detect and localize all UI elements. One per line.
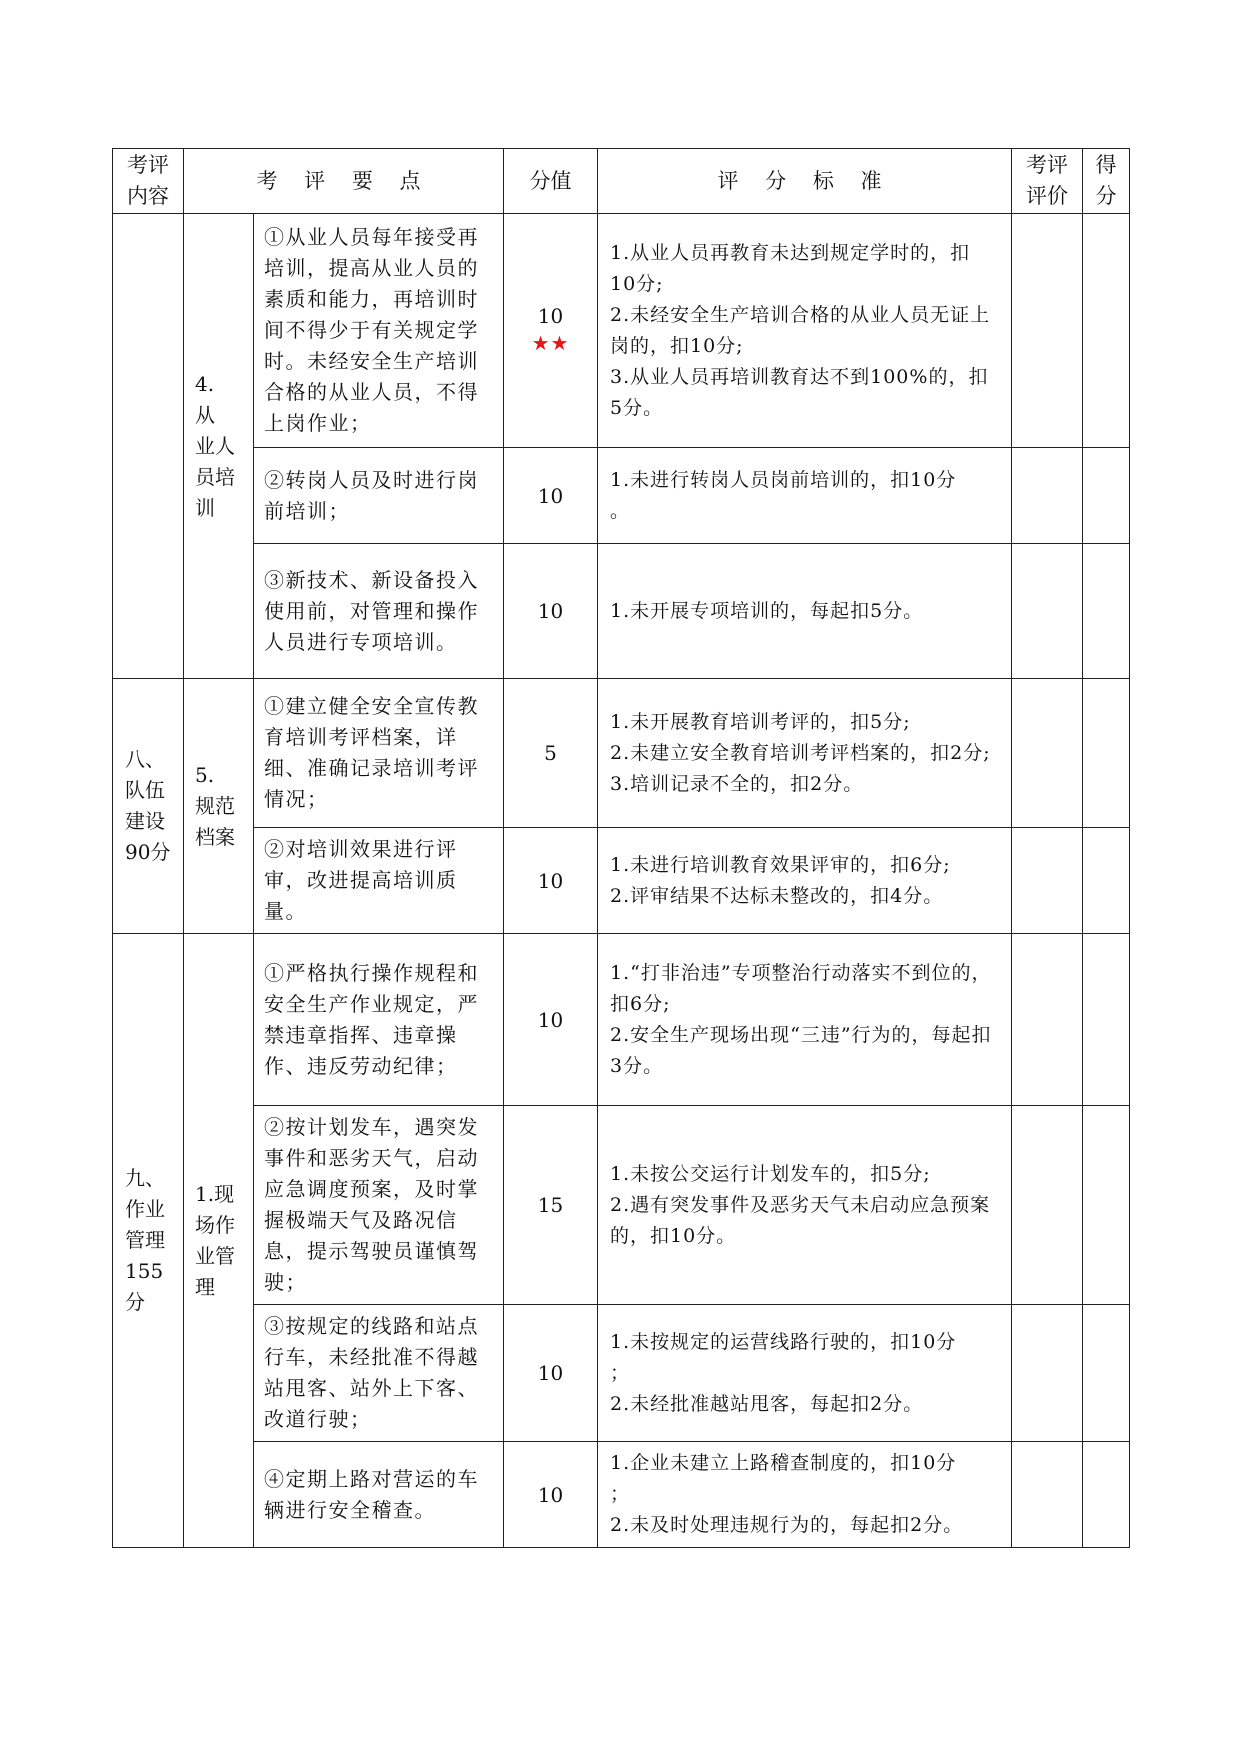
score-cell: [504, 214, 598, 448]
point-cell: ②对培训效果进行评审，改进提高培训质量。: [254, 828, 504, 934]
evaluation-cell[interactable]: [1012, 544, 1083, 679]
score-cell: 10: [504, 1305, 598, 1442]
criteria-line: 2.未经安全生产培训合格的从业人员无证上岗的，扣10分;: [610, 303, 991, 357]
criteria-line: 3.培训记录不全的，扣2分。: [610, 772, 864, 795]
score-cell: 10: [504, 1442, 598, 1548]
criteria-line: 1.未开展专项培训的，每起扣5分。: [610, 599, 924, 622]
criteria-line: 2.遇有突发事件及恶劣天气未启动应急预案的，扣10分。: [610, 1193, 991, 1247]
obtained-score-cell[interactable]: [1083, 448, 1130, 544]
category-cell: [113, 214, 184, 679]
criteria-line: ；: [610, 1483, 631, 1505]
table-row: [113, 214, 1130, 448]
criteria-line: 3.从业人员再培训教育达不到100%的，扣5分。: [610, 365, 989, 419]
table-row: [113, 1442, 1130, 1548]
score-cell: 10: [504, 828, 598, 934]
evaluation-cell[interactable]: [1012, 214, 1083, 448]
obtained-score-cell[interactable]: [1083, 544, 1130, 679]
point-cell: ②按计划发车，遇突发事件和恶劣天气，启动应急调度预案，及时掌握极端天气及路况信息，提示驾驶员谨慎驾驶；: [254, 1106, 504, 1305]
criteria-cell: [598, 544, 1012, 679]
evaluation-cell[interactable]: [1012, 448, 1083, 544]
criteria-cell: [598, 828, 1012, 934]
criteria-line: 1.从业人员再教育未达到规定学时的，扣10分;: [610, 241, 971, 295]
subcategory-cell: 5. 规范 档案: [184, 679, 254, 934]
subcategory-cell: 1.现 场作 业管 理: [184, 934, 254, 1548]
obtained-score-cell[interactable]: [1083, 214, 1130, 448]
table-row: [113, 934, 1130, 1106]
criteria-line: 1.未进行转岗人员岗前培训的，扣10分: [610, 468, 957, 491]
obtained-score-cell[interactable]: [1083, 679, 1130, 828]
point-cell: ①建立健全安全宣传教育培训考评档案，详细、准确记录培训考评情况；: [254, 679, 504, 828]
criteria-line: 2.未经批准越站甩客，每起扣2分。: [610, 1392, 924, 1415]
criteria-cell: [598, 1442, 1012, 1548]
table-row: [113, 679, 1130, 828]
criteria-cell: [598, 934, 1012, 1106]
subcategory-cell: 4. 从 业人 员培 训: [184, 214, 254, 679]
score-cell: 10: [504, 544, 598, 679]
evaluation-cell[interactable]: [1012, 679, 1083, 828]
header-score: 分值: [504, 149, 598, 214]
obtained-score-cell[interactable]: [1083, 934, 1130, 1106]
evaluation-cell[interactable]: [1012, 828, 1083, 934]
criteria-line: 1.未开展教育培训考评的，扣5分;: [610, 710, 911, 733]
point-cell: ①从业人员每年接受再培训，提高从业人员的素质和能力，再培训时间不得少于有关规定学时。未经安全生产培训合格的从业人员，不得上岗作业；: [254, 214, 504, 448]
header-row: [113, 149, 1130, 214]
criteria-line: 2.未及时处理违规行为的，每起扣2分。: [610, 1514, 964, 1536]
evaluation-cell[interactable]: [1012, 1442, 1083, 1548]
obtained-score-cell[interactable]: [1083, 1442, 1130, 1548]
criteria-line: 1.未按公交运行计划发车的，扣5分;: [610, 1162, 931, 1185]
criteria-cell: [598, 214, 1012, 448]
criteria-line: 2.未建立安全教育培训考评档案的，扣2分;: [610, 741, 991, 764]
obtained-score-cell[interactable]: [1083, 1106, 1130, 1305]
score-value: 10: [537, 303, 564, 328]
obtained-score-cell[interactable]: [1083, 828, 1130, 934]
criteria-line: 1.企业未建立上路稽查制度的，扣10分: [610, 1452, 957, 1474]
header-obtained: 得 分: [1083, 149, 1130, 214]
table-row: [113, 1305, 1130, 1442]
table-row: [113, 448, 1130, 544]
header-content: 考评 内容: [113, 149, 184, 214]
criteria-line: 2.评审结果不达标未整改的，扣4分。: [610, 884, 944, 907]
category-cell: 九、 作业 管理 155 分: [113, 934, 184, 1548]
criteria-cell: [598, 679, 1012, 828]
point-cell: ①严格执行操作规程和安全生产作业规定，严禁违章指挥、违章操作、违反劳动纪律；: [254, 934, 504, 1106]
criteria-line: ；: [610, 1361, 631, 1384]
criteria-cell: [598, 1305, 1012, 1442]
criteria-cell: [598, 1106, 1012, 1305]
evaluation-cell[interactable]: [1012, 1305, 1083, 1442]
criteria-line: 2.安全生产现场出现“三违”行为的，每起扣3分。: [610, 1023, 992, 1077]
point-cell: ③按规定的线路和站点行车，未经批准不得越站甩客、站外上下客、改道行驶；: [254, 1305, 504, 1442]
evaluation-table: [112, 148, 1130, 1548]
point-cell: ④定期上路对营运的车辆进行安全稽查。: [254, 1442, 504, 1548]
header-points: 考 评 要 点: [184, 149, 504, 214]
criteria-line: 1.未按规定的运营线路行驶的，扣10分: [610, 1330, 957, 1353]
table-row: [113, 544, 1130, 679]
criteria-line: 1.“打非治违”专项整治行动落实不到位的，扣6分;: [610, 961, 992, 1015]
obtained-score-cell[interactable]: [1083, 1305, 1130, 1442]
score-cell: 10: [504, 448, 598, 544]
score-cell: 10: [504, 934, 598, 1106]
score-cell: 15: [504, 1106, 598, 1305]
point-cell: ②转岗人员及时进行岗前培训；: [254, 448, 504, 544]
star-icon: ★★: [531, 330, 570, 355]
criteria-line: 。: [610, 499, 631, 522]
evaluation-cell[interactable]: [1012, 934, 1083, 1106]
point-cell: ③新技术、新设备投入使用前，对管理和操作人员进行专项培训。: [254, 544, 504, 679]
header-evaluation: 考评 评价: [1012, 149, 1083, 214]
score-cell: 5: [504, 679, 598, 828]
table-row: [113, 1106, 1130, 1305]
table-row: [113, 828, 1130, 934]
criteria-line: 1.未进行培训教育效果评审的，扣6分;: [610, 853, 951, 876]
criteria-cell: [598, 448, 1012, 544]
evaluation-cell[interactable]: [1012, 1106, 1083, 1305]
category-cell: 八、 队伍 建设 90分: [113, 679, 184, 934]
header-criteria: 评 分 标 准: [598, 149, 1012, 214]
